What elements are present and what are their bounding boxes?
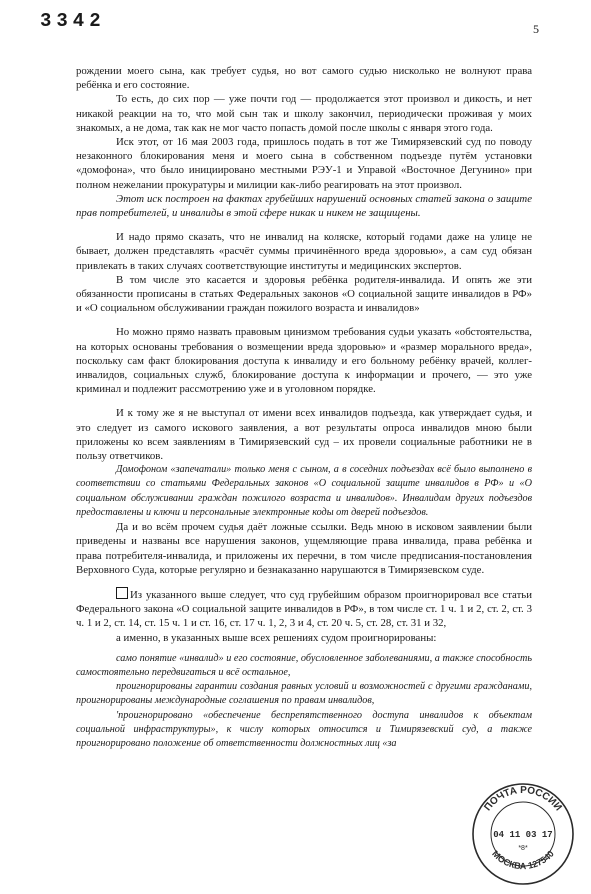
stamp-date: 04 11 03 17 xyxy=(493,830,553,840)
paragraph-9: Домофоном «запечатали» только меня с сыном, а в соседних подъездах всё было выполнено в соответствии со статьями Федеральных законов «О социальной защите инвалидов в РФ» и «О социальном обслуживании граждан пожилого возраста и инвалидов». Инвалидам других подъездов предоставлены и ключи и персональные электронные коды от дверей подъездов. xyxy=(76,464,532,518)
paragraph-10: Да и во всём прочем судья даёт ложные ссылки. Ведь мною в исковом заявлении были приведены и названы все нарушения законов, ущемляющие права инвалида, права ребёнка и права потребителя-инвалида, и приложены их перечни, в том числе предписания-постановления Верховного Суда, которые регулярно и безнаказанно нарушаются в Тимирязевском суде. xyxy=(76,521,532,576)
paragraph-1: рождении моего сына, как требует судья, но вот самого судью нисколько не волнуют права ребёнка и его состояние. xyxy=(76,65,532,92)
paragraph-12: а именно, в указанных выше всех решениях судом проигнорированы: xyxy=(116,631,437,644)
paragraph-6: В том числе это касается и здоровья ребёнка родителя-инвалида. И опять же эти обязанности прописаны в статьях Федеральных законов «О социальной защите инвалидов в РФ» и «О социальном обслуживании граждан пожилого возраста и инвалидов» xyxy=(76,273,532,315)
paragraph-14: проигнорированы гарантии создания равных условий и возможностей с другими гражданами, проигнорированы международные соглашения по правам инвалидов, xyxy=(76,681,532,707)
document-number: 3342 xyxy=(40,10,106,32)
stamp-ring-text: ПОЧТА РОССИИ xyxy=(482,784,564,814)
checkbox-icon xyxy=(116,587,128,599)
postal-stamp xyxy=(468,776,578,886)
paragraph-4: Этот иск построен на фактах грубейших нарушений основных статей закона о защите прав потребителей, и инвалиды в этой сфере никак и никем не защищены. xyxy=(76,192,532,220)
document-body xyxy=(76,64,532,751)
paragraph-8: И к тому же я не выступал от имени всех инвалидов подъезда, как утверждает судья, и это следует из самого искового заявления, а вот результаты опроса инвалидов мною были приложены ко всем заявлениям в Тимирязевский суд – их провели социальные работники не в пользу ответчиков. xyxy=(76,407,532,463)
paragraph-2: То есть, до сих пор — уже почти год — продолжается этот произвол и дикость, и нет никакой реакции на то, что мой сын так и школу закончил, периодически проживая у моих знакомых, а не дома, так как не мог часто попасть домой после школы с января этого года. xyxy=(76,93,532,134)
paragraph-13: само понятие «инвалид» и его состояние, обусловленное заболеваниями, а также способность самостоятельно передвигаться и всё остальное, xyxy=(76,652,532,678)
paragraph-15: 'проигнорировано «обеспечение беспрепятственного доступа инвалидов к объектам социальной инфраструктуры», к числу которых относится и Тимирязевский суд, а также проигнорировано положение об ответственности должностных лиц «за xyxy=(76,709,532,749)
paragraph-7: Но можно прямо назвать правовым цинизмом требования судьи указать «обстоятельства, на которых основаны требования о возмещении вреда здоровью» и «размер морального вреда», поскольку сам факт блокирования доступа к инвалиду и его больному ребёнку врачей, коллег-инвалидов, социальных служб, блокирование доступа к информации и прочего, — это уже криминал и подлежит рассмотрению уже и в уголовном порядке. xyxy=(76,326,532,396)
paragraph-11-text: Из указанного выше следует, что суд грубейшим образом проигнорировал все статьи Федерального закона «О социальной защите инвалидов в РФ», в том числе ст. 1 ч. 1 и 2, ст. 2, ст. 3 ч. 1 и 2, ст. 14, ст. 15 ч. 1 и ст. 16, ст. 17 ч. 1, 2, 3 и 4, ст. 20 ч. 5, ст. 28, ст. 31 и 32, xyxy=(76,588,532,630)
paragraph-5: И надо прямо сказать, что не инвалид на коляске, который годами даже на улице не бывает, должен представлять «расчёт суммы причинённого вреда здоровью», а сам суд обязан привлекать в таких случаях соответствующие институты и медицинских экспертов. xyxy=(76,231,532,272)
stamp-mark: *8* xyxy=(518,845,528,852)
stamp-city-text: МОСКВА 127540 xyxy=(490,848,556,872)
page-number: 5 xyxy=(533,22,539,36)
paragraph-11 xyxy=(76,587,532,631)
postal-stamp-icon xyxy=(468,776,578,886)
paragraph-3: Иск этот, от 16 мая 2003 года, пришлось подать в тот же Тимирязевский суд по поводу незаконного блокирования меня и моего сына в собственном подъезде путём установки «домофона», что было инициировано местными РЭУ-1 и Управой «Восточное Дегунино» при полном нежелании прокуратуры и милиции как-либо реагировать на этот произвол. xyxy=(76,136,532,191)
